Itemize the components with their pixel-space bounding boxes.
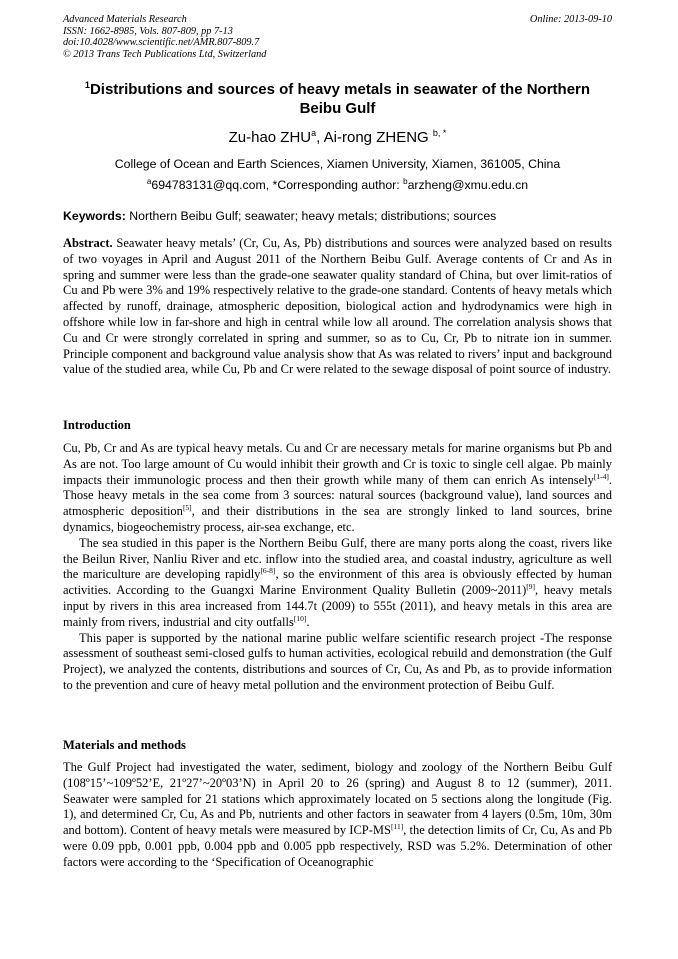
email-line (63, 178, 612, 193)
methods-p1-text-b: , the detection limits of Cr, Cu, As and Pb were 0.09 ppb, 0.001 ppb, 0.004 ppb and 0.005 ppb respectively, RSD was 5.2%. Determination of other factors were according to the ‘Specification of Oceanographic (63, 823, 612, 869)
methods-body (63, 760, 612, 871)
title-text: Distributions and sources of heavy metals in seawater of the Northern Beibu Gulf (89, 81, 591, 117)
introduction-body (63, 441, 612, 694)
email-b-link[interactable]: arzheng@xmu.edu.cn (407, 178, 529, 192)
intro-p2-text-d: . (306, 614, 310, 629)
doi-line: doi:10.4028/www.scientific.net/AMR.807-809.7 (63, 37, 260, 49)
intro-p1-text-b: . Those heavy metals in the sea come from 3 sources: natural sources (background value), land sources and atmospheric deposition (63, 472, 612, 519)
methods-paragraph-1 (63, 760, 612, 871)
author-2-mark: b, * (432, 128, 447, 138)
keywords-label: Keywords: (63, 209, 126, 223)
author-1-mark: a (311, 128, 317, 138)
email-a-mark: a (146, 177, 152, 186)
citation-9[interactable]: [9] (526, 582, 536, 592)
intro-paragraph-2 (63, 536, 612, 631)
introduction-heading: Introduction (63, 418, 131, 432)
keywords (63, 209, 612, 224)
title-footnote-marker: 1 (84, 80, 90, 90)
citation-10[interactable]: [10] (293, 613, 307, 623)
issn-line: ISSN: 1662-8985, Vols. 807-809, pp 7-13 (63, 25, 233, 37)
author-1-name: Zu-hao ZHU (228, 129, 312, 146)
copyright-line: © 2013 Trans Tech Publications Ltd, Switzerland (63, 48, 267, 60)
citation-1-4[interactable]: [1-4] (593, 471, 609, 481)
keywords-text: Northern Beibu Gulf; seawater; heavy metals; distributions; sources (125, 209, 497, 223)
abstract-text: Seawater heavy metals’ (Cr, Cu, As, Pb) distributions and sources were analyzed based on results of two voyages in April and August 2011 of the Northern Beibu Gulf. Average contents of Cr and As in spring and summer were less than the grade-one seawater quality standard of China, but over limit-ratios of Cu and Pb were 3% and 19% respectively relative to the grade-one standard. Contents of heavy metals which affected by runoff, drainage, atmospheric deposition, biological action and hydrodynamics were high in offshore while low in far-shore and high in central while low all around. The correlation analysis shows that Cu and Cr were strongly correlated in spring and summer, so as to Cu, Cr, Pb to nitrate ion in summer. Principle component and background value analysis show that As was related to rivers’ input and background value of the studied area, while Cu, Pb and Cr were related to the sewage disposal of point source of industry. (63, 236, 612, 377)
intro-p2-text-a: The sea studied in this paper is the Northern Beibu Gulf, there are many ports along the coast, rivers like the Beilun River, Nanliu River and etc. inflow into the studied area, and coastal industry, agriculture as well the mariculture are developing rapidly (63, 535, 612, 582)
intro-p2-text-b: , so the environment of this area is obviously effected by human activities. According to the Guangxi Marine Environment Quality Bulletin (2009~2011) (63, 567, 613, 598)
author-2-name: Ai-rong ZHENG (323, 129, 429, 146)
running-header (63, 14, 612, 60)
intro-paragraph-3: This paper is supported by the national marine public welfare scientific research project -The response assessment of southeast semi-closed gulfs to human activities, ecological rebuild and demonstration (the Gulf Project), we analyzed the contents, distributions and sources of Cr, Cu, As and Pb, as to provide information to the prevention and cure of heavy metal pollution and the environment protection of Beibu Gulf. (63, 630, 612, 692)
intro-paragraph-1 (63, 441, 612, 536)
affiliation: College of Ocean and Earth Sciences, Xiamen University, Xiamen, 361005, China (114, 157, 561, 171)
online-date: Online: 2013-09-10 (529, 14, 612, 25)
methods-p1-text-a: The Gulf Project had investigated the water, sediment, biology and zoology of the Northern Beibu Gulf (108º15’~109º52’E, 21º27’~20º03’N) in April 20 to 26 (spring) and August 8 to 12 (summer), 2011. Seawater were sampled for 21 stations which approximately located on 5 sections along the longitude (Fig. 1), and determined Cr, Cu, As and Pb, nutrients and other factors in seawater from 4 layers (0.5m, 10m, 30m and bottom). Content of heavy metals were measured by ICP-MS (63, 760, 612, 838)
email-b-mark: b (403, 177, 408, 186)
citation-6-8[interactable]: [6-8] (260, 566, 276, 576)
email-a-text: 694783131@qq.com, *Corresponding author: (151, 178, 404, 192)
intro-p2-text-c: , heavy metals input by rivers in this area increased from 144.7t (2009) to 555t (2011), and heavy metals in this area are mainly from rivers, industrial and city outfalls (63, 583, 612, 629)
methods-heading: Materials and methods (63, 738, 186, 752)
paper-title (63, 80, 612, 118)
abstract (63, 236, 612, 378)
citation-11[interactable]: [11] (390, 822, 404, 832)
author-line (63, 128, 612, 148)
intro-p1-text-a: Cu, Pb, Cr and As are typical heavy metals. Cu and Cr are necessary metals for marine organisms but Pb and As are not. Too large amount of Cu would inhibit their growth and Cr is toxic to single cell algae. Pb mainly impacts their immunologic process and then their growth while many of them can enrich As intensely (63, 441, 612, 487)
citation-5[interactable]: [5] (182, 503, 192, 513)
intro-p1-text-c: , and their distributions in the sea are strongly linked to land sources, brine dynamics, biogeochemistry process, air-sea exchange, etc. (63, 504, 613, 534)
journal-name: Advanced Materials Research (63, 14, 187, 25)
abstract-label: Abstract. (63, 236, 113, 250)
author-separator: , (316, 129, 324, 146)
